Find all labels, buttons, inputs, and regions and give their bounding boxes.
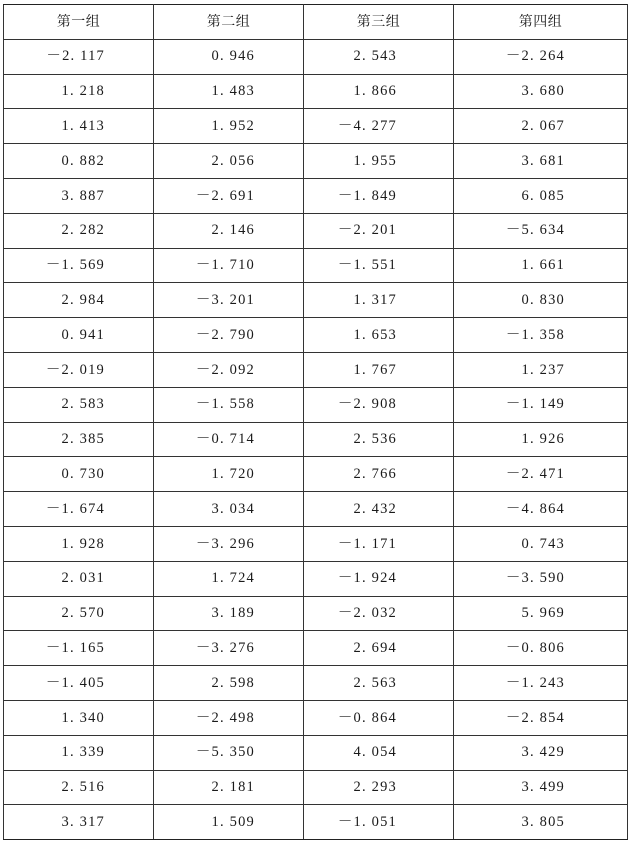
- table-cell-group-4: －0. 806: [454, 631, 628, 666]
- table-cell-group-2: 2. 056: [154, 144, 304, 179]
- table-cell-group-2: 2. 181: [154, 770, 304, 805]
- table-cell-group-1: －1. 165: [4, 631, 154, 666]
- table-cell-group-3: －2. 032: [304, 596, 454, 631]
- table-cell-group-2: 1. 952: [154, 109, 304, 144]
- table-cell-group-4: －1. 149: [454, 387, 628, 422]
- data-table: [3, 4, 628, 840]
- table-cell-group-2: 1. 720: [154, 457, 304, 492]
- table-cell-group-4: 1. 661: [454, 248, 628, 283]
- table-cell-group-4: －3. 590: [454, 561, 628, 596]
- table-cell-group-2: －2. 691: [154, 178, 304, 213]
- table-cell-group-1: 0. 730: [4, 457, 154, 492]
- table-cell-group-2: 2. 146: [154, 213, 304, 248]
- table-cell-group-4: 5. 969: [454, 596, 628, 631]
- table-cell-group-3: 2. 766: [304, 457, 454, 492]
- table-cell-group-2: 2. 598: [154, 666, 304, 701]
- table-cell-group-4: －2. 471: [454, 457, 628, 492]
- table-row: [4, 492, 628, 527]
- table-cell-group-1: 2. 570: [4, 596, 154, 631]
- table-row: [4, 109, 628, 144]
- table-cell-group-1: －2. 019: [4, 352, 154, 387]
- table-cell-group-2: －5. 350: [154, 735, 304, 770]
- table-row: [4, 457, 628, 492]
- table-row: [4, 318, 628, 353]
- table-cell-group-1: 1. 928: [4, 526, 154, 561]
- table-row: [4, 213, 628, 248]
- table-cell-group-3: 1. 866: [304, 74, 454, 109]
- table-cell-group-2: 1. 724: [154, 561, 304, 596]
- table-row: [4, 422, 628, 457]
- table-cell-group-4: 1. 237: [454, 352, 628, 387]
- table-cell-group-3: 1. 767: [304, 352, 454, 387]
- table-cell-group-3: －1. 551: [304, 248, 454, 283]
- table-row: [4, 144, 628, 179]
- table-cell-group-2: 1. 483: [154, 74, 304, 109]
- table-row: [4, 700, 628, 735]
- table-cell-group-4: －5. 634: [454, 213, 628, 248]
- table-cell-group-2: －0. 714: [154, 422, 304, 457]
- table-cell-group-2: 3. 189: [154, 596, 304, 631]
- table-cell-group-3: 2. 432: [304, 492, 454, 527]
- table-row: [4, 178, 628, 213]
- table-row: [4, 631, 628, 666]
- table-cell-group-1: 3. 887: [4, 178, 154, 213]
- table-cell-group-1: 1. 340: [4, 700, 154, 735]
- table-cell-group-3: －4. 277: [304, 109, 454, 144]
- table-cell-group-4: －1. 243: [454, 666, 628, 701]
- table-cell-group-3: 1. 653: [304, 318, 454, 353]
- table-row: [4, 770, 628, 805]
- table-cell-group-1: －1. 674: [4, 492, 154, 527]
- data-table-container: [3, 4, 627, 840]
- table-cell-group-2: －3. 201: [154, 283, 304, 318]
- table-cell-group-3: 2. 536: [304, 422, 454, 457]
- table-cell-group-1: 2. 516: [4, 770, 154, 805]
- header-row: [4, 5, 628, 40]
- table-row: [4, 666, 628, 701]
- table-cell-group-1: 0. 882: [4, 144, 154, 179]
- table-row: [4, 526, 628, 561]
- table-cell-group-1: 2. 583: [4, 387, 154, 422]
- table-row: [4, 596, 628, 631]
- table-cell-group-2: －3. 296: [154, 526, 304, 561]
- table-cell-group-4: 0. 743: [454, 526, 628, 561]
- table-row: [4, 74, 628, 109]
- column-header-group-3: 第三组: [304, 5, 454, 40]
- table-row: [4, 735, 628, 770]
- table-cell-group-3: 2. 293: [304, 770, 454, 805]
- table-cell-group-2: 1. 509: [154, 805, 304, 840]
- table-cell-group-3: －2. 908: [304, 387, 454, 422]
- table-cell-group-3: 2. 563: [304, 666, 454, 701]
- table-cell-group-3: －2. 201: [304, 213, 454, 248]
- table-cell-group-4: 3. 680: [454, 74, 628, 109]
- table-cell-group-3: －1. 171: [304, 526, 454, 561]
- column-header-group-2: 第二组: [154, 5, 304, 40]
- table-cell-group-4: 3. 681: [454, 144, 628, 179]
- table-body: [4, 39, 628, 839]
- table-header: [4, 5, 628, 40]
- table-cell-group-4: 2. 067: [454, 109, 628, 144]
- table-cell-group-2: －3. 276: [154, 631, 304, 666]
- table-row: [4, 352, 628, 387]
- table-cell-group-3: 4. 054: [304, 735, 454, 770]
- table-cell-group-1: －1. 405: [4, 666, 154, 701]
- table-cell-group-3: －0. 864: [304, 700, 454, 735]
- column-header-group-4: 第四组: [454, 5, 628, 40]
- table-row: [4, 39, 628, 74]
- table-cell-group-1: 1. 339: [4, 735, 154, 770]
- table-cell-group-2: －1. 558: [154, 387, 304, 422]
- table-cell-group-2: －2. 790: [154, 318, 304, 353]
- table-row: [4, 248, 628, 283]
- table-cell-group-1: 2. 984: [4, 283, 154, 318]
- table-cell-group-2: 3. 034: [154, 492, 304, 527]
- table-row: [4, 561, 628, 596]
- table-cell-group-3: －1. 849: [304, 178, 454, 213]
- table-row: [4, 805, 628, 840]
- table-cell-group-1: －2. 117: [4, 39, 154, 74]
- table-cell-group-3: －1. 051: [304, 805, 454, 840]
- table-cell-group-1: 2. 031: [4, 561, 154, 596]
- table-cell-group-1: 1. 413: [4, 109, 154, 144]
- table-row: [4, 387, 628, 422]
- table-cell-group-4: 6. 085: [454, 178, 628, 213]
- table-row: [4, 283, 628, 318]
- table-cell-group-4: 3. 499: [454, 770, 628, 805]
- table-cell-group-1: 2. 385: [4, 422, 154, 457]
- table-cell-group-4: －1. 358: [454, 318, 628, 353]
- table-cell-group-2: －2. 498: [154, 700, 304, 735]
- table-cell-group-1: 1. 218: [4, 74, 154, 109]
- table-cell-group-1: 2. 282: [4, 213, 154, 248]
- table-cell-group-4: 0. 830: [454, 283, 628, 318]
- table-cell-group-4: 3. 429: [454, 735, 628, 770]
- table-cell-group-2: －2. 092: [154, 352, 304, 387]
- table-cell-group-4: 3. 805: [454, 805, 628, 840]
- table-cell-group-3: 1. 955: [304, 144, 454, 179]
- table-cell-group-3: 2. 543: [304, 39, 454, 74]
- table-cell-group-1: 3. 317: [4, 805, 154, 840]
- table-cell-group-4: －2. 264: [454, 39, 628, 74]
- table-cell-group-1: －1. 569: [4, 248, 154, 283]
- table-cell-group-3: －1. 924: [304, 561, 454, 596]
- table-cell-group-4: －2. 854: [454, 700, 628, 735]
- table-cell-group-3: 1. 317: [304, 283, 454, 318]
- table-cell-group-1: 0. 941: [4, 318, 154, 353]
- table-cell-group-4: －4. 864: [454, 492, 628, 527]
- table-cell-group-2: －1. 710: [154, 248, 304, 283]
- table-cell-group-2: 0. 946: [154, 39, 304, 74]
- column-header-group-1: 第一组: [4, 5, 154, 40]
- table-cell-group-3: 2. 694: [304, 631, 454, 666]
- table-cell-group-4: 1. 926: [454, 422, 628, 457]
